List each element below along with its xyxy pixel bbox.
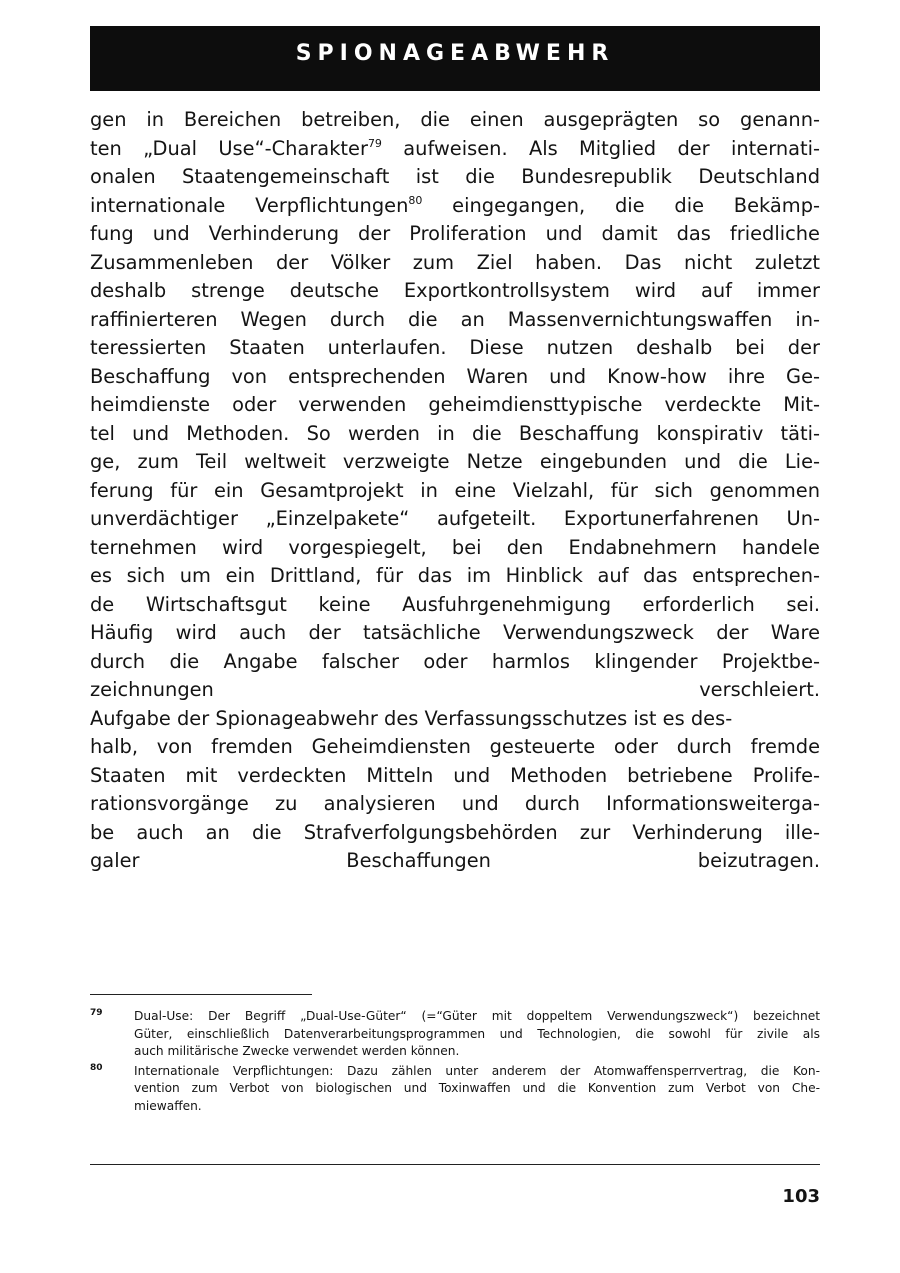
- body-text: [90, 106, 820, 876]
- footnote-line: Internationale Verpflichtungen: Dazu zählen unter anderem der Atomwaffensperrvertrag, die Kon-: [134, 1063, 820, 1078]
- footnote-line: vention zum Verbot von biologischen und Toxinwaffen und die Konvention zum Verbot von Che-: [134, 1081, 820, 1095]
- text-segment: ten „Dual Use“-Charakter: [90, 136, 368, 160]
- bottom-rule: [90, 1164, 820, 1165]
- text-line: unverdächtiger „Einzelpakete“ aufgeteilt. Exportunerfahrenen Un-: [90, 507, 820, 530]
- text-line: fung und Verhinderung der Proliferation und damit das friedliche: [90, 222, 820, 245]
- text-line: halb, von fremden Geheimdiensten gesteuerte oder durch fremde: [90, 735, 820, 758]
- text-line: [90, 192, 820, 221]
- text-line: Zusammenleben der Völker zum Ziel haben. Das nicht zuletzt: [90, 250, 820, 274]
- text-line: de Wirtschaftsgut keine Ausfuhrgenehmigung erforderlich sei.: [90, 592, 820, 616]
- text-line: ge, zum Teil weltweit verzweigte Netze eingebunden und die Lie-: [90, 450, 820, 473]
- text-segment: eingegangen, die die Bekämp-: [422, 193, 820, 217]
- footnote-number: 80: [90, 1062, 103, 1073]
- chapter-header-bar: [90, 26, 820, 91]
- text-line: teressierten Staaten unterlaufen. Diese nutzen deshalb bei der: [90, 336, 820, 359]
- chapter-title: SPIONAGEABWEHR: [295, 41, 615, 66]
- footnote-separator: [90, 994, 312, 995]
- text-line: tel und Methoden. So werden in die Beschaffung konspirativ täti-: [90, 421, 820, 445]
- text-line: raffinierteren Wegen durch die an Massenvernichtungswaffen in-: [90, 307, 820, 331]
- text-line: Beschaffung von entsprechenden Waren und Know-how ihre Ge-: [90, 364, 820, 388]
- text-line: be auch an die Strafverfolgungsbehörden zur Verhinderung ille-: [90, 820, 820, 844]
- text-line: gen in Bereichen betreiben, die einen ausgeprägten so genann-: [90, 108, 820, 131]
- text-line: rationsvorgänge zu analysieren und durch Informationsweiterga-: [90, 792, 820, 815]
- footnote-80: [90, 1063, 820, 1116]
- page-number: 103: [782, 1186, 820, 1207]
- text-line: Staaten mit verdeckten Mitteln und Methoden betriebene Prolife-: [90, 763, 820, 787]
- footnote-number: 79: [90, 1008, 103, 1018]
- text-line: galer Beschaffungen beizutragen.: [90, 849, 820, 872]
- footnote-ref-80: 80: [408, 193, 423, 207]
- text-line: ternehmen wird vorgespiegelt, bei den Endabnehmern handele: [90, 535, 820, 559]
- footnote-79: [90, 1008, 820, 1061]
- footnote-line: Güter, einschließlich Datenverarbeitungsprogrammen und Technologien, die sowohl für zivile als: [134, 1026, 820, 1041]
- text-line: deshalb strenge deutsche Exportkontrollsystem wird auf immer: [90, 279, 820, 302]
- text-line: es sich um ein Drittland, für das im Hinblick auf das entsprechen-: [90, 564, 820, 587]
- text-line: heimdienste oder verwenden geheimdiensttypische verdeckte Mit-: [90, 393, 820, 416]
- text-segment: internationale Verpflichtungen: [90, 193, 409, 217]
- text-line: zeichnungen verschleiert.: [90, 678, 820, 701]
- footnotes: [90, 1008, 820, 1117]
- text-line: durch die Angabe falscher oder harmlos klingender Projektbe-: [90, 649, 820, 673]
- text-segment: aufweisen. Als Mitglied der internati-: [381, 136, 820, 160]
- text-line: onalen Staatengemeinschaft ist die Bundesrepublik Deutschland: [90, 165, 820, 188]
- text-line: [90, 135, 820, 164]
- text-line: Häufig wird auch der tatsächliche Verwendungszweck der Ware: [90, 621, 820, 644]
- footnote-line: miewaffen.: [134, 1098, 202, 1113]
- text-line: Aufgabe der Spionageabwehr des Verfassungsschutzes ist es des-: [90, 706, 733, 730]
- footnote-ref-79: 79: [367, 136, 382, 150]
- text-line: ferung für ein Gesamtprojekt in eine Vielzahl, für sich genommen: [90, 478, 820, 502]
- footnote-line: auch militärische Zwecke verwendet werden können.: [134, 1044, 460, 1058]
- footnote-line: Dual-Use: Der Begriff „Dual-Use-Güter“ (=“Güter mit doppeltem Verwendungszweck“) bezeichnet: [134, 1009, 820, 1023]
